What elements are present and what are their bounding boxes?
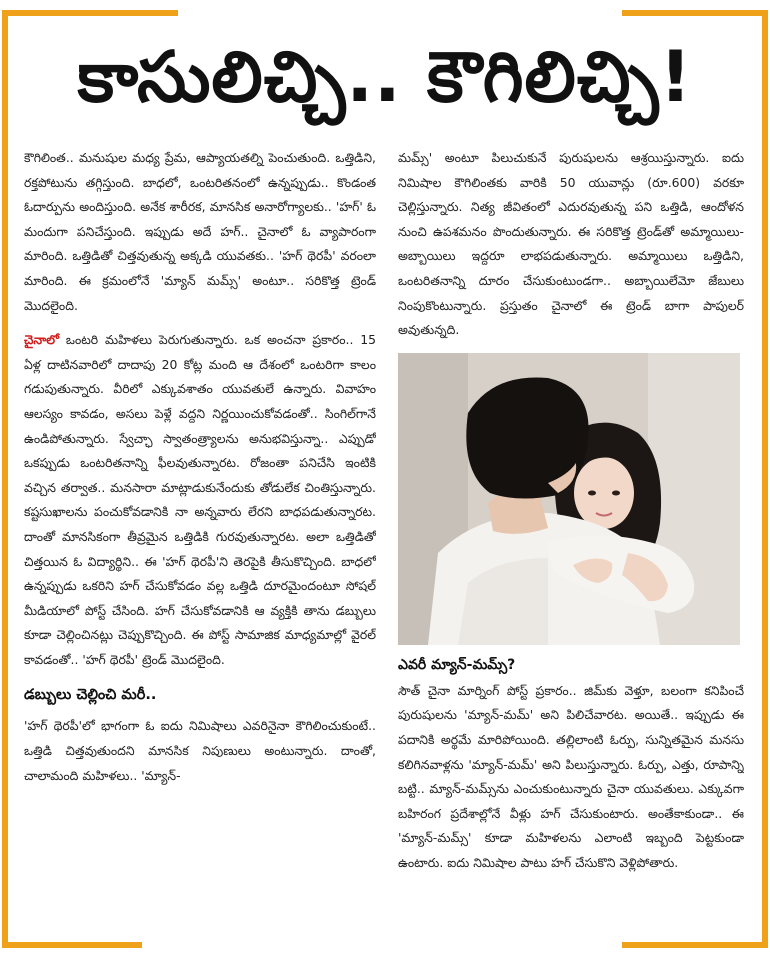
body-paragraph xyxy=(24,328,376,672)
right-paragraph-1: మమ్స్' అంటూ పిలుచుకునే పురుషులను ఆశ్రయిస్తున్నారు. ఐదు నిమిషాల కౌగిలింతకు వారికి 50 యువాన్లు (రూ.600) వరకూ చెల్లిస్తున్నారు. నిత్య జీవితంలో ఎదురవుతున్న పని ఒత్తిడి, ఆందోళన నుంచి ఉపశమనం పొందుతున్నారు. ఈ సరికొత్త ట్రెండ్‌తో అమ్మాయిలు-అబ్బాయిలు ఇద్దరూ లాభపడుతున్నారు. అమ్మాయిలు ఒత్తిడిని, ఒంటరితనాన్ని దూరం చేసుకుంటుండగా.. అబ్బాయిలేమో జేబులు నింపుకొంటున్నారు. ప్రస్తుతం చైనాలో ఈ ట్రెండ్ బాగా పాపులర్ అవుతున్నది. xyxy=(398,150,744,338)
right-column xyxy=(398,146,744,946)
frame-border-top-right xyxy=(622,10,768,16)
headline: కాసులిచ్చి.. కౌగిలిచ్చి! xyxy=(77,36,693,118)
right-paragraph-2: సౌత్ చైనా మార్నింగ్ పోస్ట్ ప్రకారం.. జిమ్‌కు వెళ్తూ, బలంగా కనిపించే పురుషులను 'మ్యాన్-మమ్' అని పిలిచేవారట. అయితే.. ఇప్పుడు ఈ పదానికి అర్థమే మారిపోయింది. తల్లిలాంటి ఓర్పు, సున్నితమైన మనసు కలిగినవాళ్లను 'మ్యాన్-మమ్' అని పిలుస్తున్నారు. ఓర్పు, ఎత్తు, రూపాన్ని బట్టి.. మ్యాన్-మమ్స్‌ను ఎంచుకుంటున్నారు చైనా యువతులు. ఎక్కువగా బహిరంగ ప్రదేశాల్లోనే వీళ్లు హగ్ చేసుకుంటారు. అంతేకాకుండా.. ఈ 'మ్యాన్-మమ్స్' కూడా మహిళలను ఎలాంటి ఇబ్బంది పెట్టకుండా ఉంటారు. ఐదు నిమిషాల పాటు హగ్ చేసుకొని వెళ్లిపోతారు. xyxy=(398,682,744,870)
kicker-word: చైనాలో xyxy=(24,332,60,348)
frame-border-right xyxy=(762,10,768,948)
subheading-payment: డబ్బులు చెల్లించి మరీ.. xyxy=(24,687,157,704)
intro-paragraph: కౌగిలింత.. మనుషుల మధ్య ప్రేమ, ఆప్యాయతల్ని పెంచుతుంది. ఒత్తిడిని, రక్తపోటును తగ్గిస్తుంది. బాధలో, ఒంటరితనంలో ఉన్నప్పుడు.. కొండంత ఓదార్పును అందిస్తుంది. అనేక శారీరక, మానసిక అనారోగ్యాలకు.. 'హగ్' ఓ మందుగా పనిచేస్తుంది. ఇప్పుడు అదే హగ్.. చైనాలో ఓ వ్యాపారంగా మారింది. ఒత్తిడితో చిత్తవుతున్న అక్కడి యువతకు.. 'హగ్ థెరపీ' వరంలా మారింది. ఈ క్రమంలోనే 'మ్యాన్ మమ్స్' అంటూ.. సరికొత్త ట్రెండ్ మొదలైంది. xyxy=(24,150,376,313)
photo-illustration xyxy=(398,353,740,645)
subheading-who: ఎవరీ మ్యాన్-మమ్స్? xyxy=(398,656,516,673)
left-column xyxy=(24,146,376,946)
frame-border-left xyxy=(2,10,8,948)
body-text: ఒంటరి మహిళలు పెరుగుతున్నారు. ఒక అంచనా ప్రకారం.. 15 ఏళ్ల దాటినవారిలో దాదాపు 20 కోట్ల మంది ఆ దేశంలో ఒంటరిగా కాలం గడుపుతున్నారు. వీరిలో ఎక్కువశాతం యువతులే ఉన్నారు. వివాహం ఆలస్యం కావడం, అసలు పెళ్లే వద్దని నిర్ణయించుకోవడంతో.. సింగిల్‌గానే ఉండిపోతున్నారు. స్వేచ్ఛా స్వాతంత్ర్యాలను అనుభవిస్తున్నా.. ఎప్పుడో ఒకప్పుడు ఒంటరితనాన్ని ఫీలవుతున్నారట. రోజంతా పనిచేసి ఇంటికి వచ్చిన తర్వాత.. మనసారా మాట్లాడుకునేందుకు తోడులేక చింతిస్తున్నారు. కష్టసుఖాలను పంచుకోవడానికి నా అన్నవారు లేరని బాధపడుతున్నారట. దాంతో మానసికంగా తీవ్రమైన ఒత్తిడికి గురవుతున్నారట. అలా ఒత్తిడితో చిత్తయిన ఓ విద్యార్థిని.. ఈ 'హగ్ థెరపీ'ని తెరపైకి తీసుకొచ్చింది. బాధలో ఉన్నప్పుడు ఒకరిని హగ్ చేసుకోవడం వల్ల ఒత్తిడి దూరమైందంటూ సోషల్ మీడియాలో పోస్ట్ చేసింది. హగ్ చేసుకోవడానికి ఆ వ్యక్తికి తాను డబ్బులు కూడా చెల్లించినట్లు చెప్పుకొచ్చింది. ఈ పోస్ట్ సామాజిక మాధ్యమాల్లో వైరల్ కావడంతో.. 'హగ్ థెరపీ' ట్రెండ్ మొదలైంది. xyxy=(24,332,376,667)
frame-border-top-left xyxy=(2,10,178,16)
body-paragraph-2: 'హగ్ థెరపీ'లో భాగంగా ఓ ఐదు నిమిషాలు ఎవరినైనా కౌగిలించుకుంటే.. ఒత్తిడి చిత్తవుతుందని మానసిక నిపుణులు అంటున్నారు. దాంతో, చాలామంది మహిళలు.. 'మ్యాన్- xyxy=(24,718,376,783)
couple-hugging-photo xyxy=(398,353,740,645)
